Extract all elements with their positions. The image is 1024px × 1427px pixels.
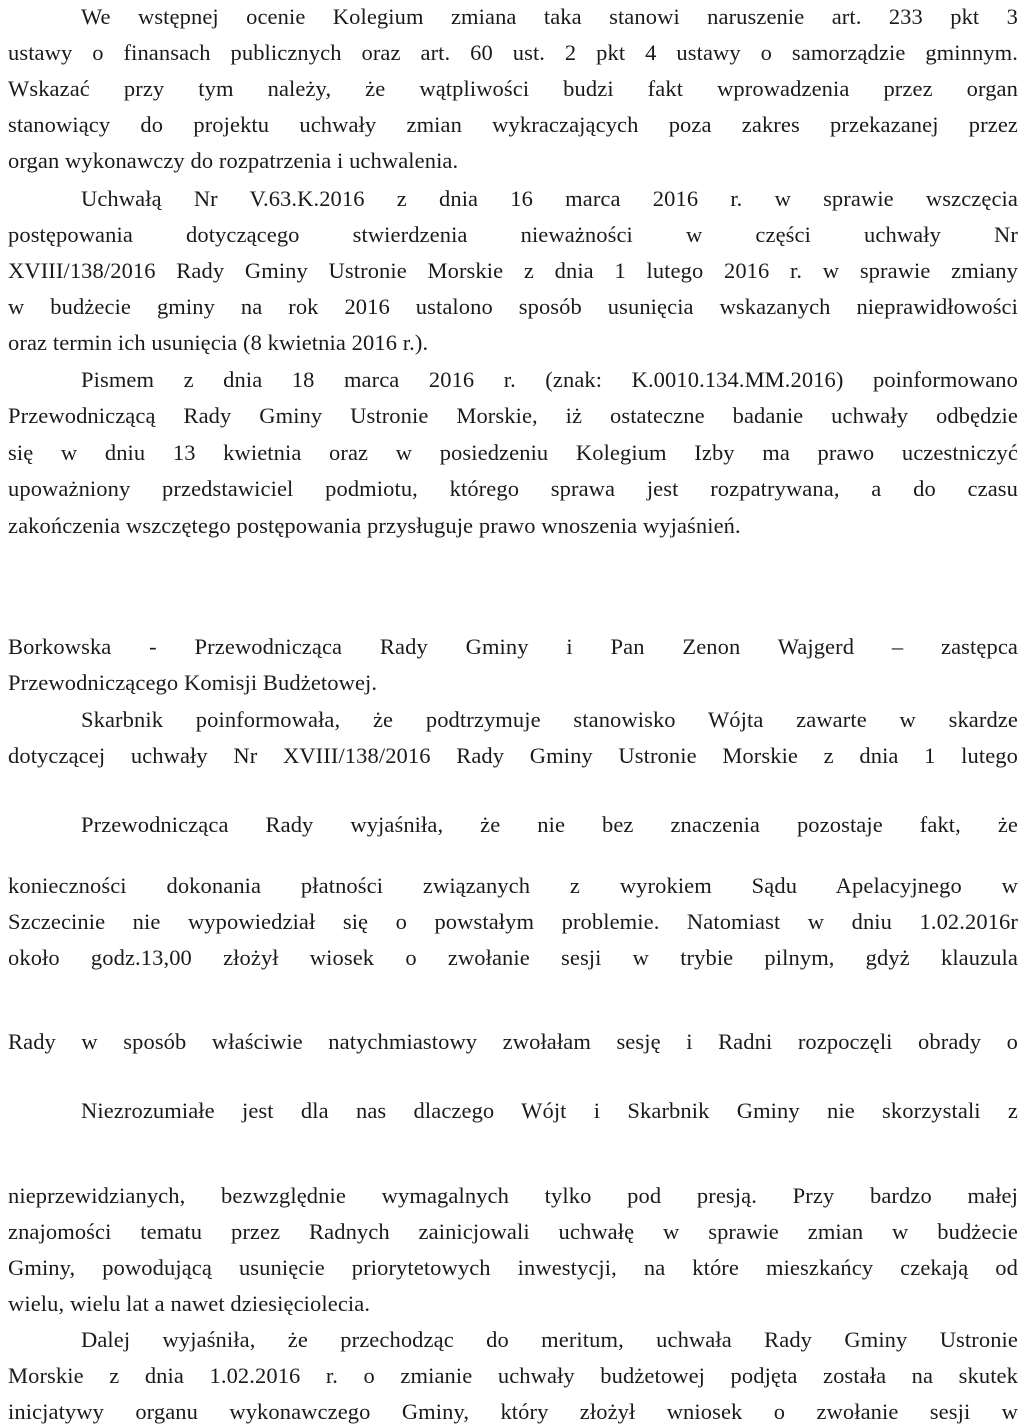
text-line: Uchwałą Nr V.63.K.2016 z dnia 16 marca 2016 r. w sprawie wszczęcia [81,186,1018,211]
text-line: Morskie z dnia 1.02.2016 r. o zmianie uchwały budżetowej podjęta została na skutek [8,1363,1018,1388]
text-line: Wskazać przy tym należy, że wątpliwości budzi fakt wprowadzenia przez organ [8,76,1018,101]
text-line: inicjatywy organu wykonawczego Gminy, który złożył wniosek o zwołanie sesji w [8,1399,1018,1424]
text-line: Przewodniczącą Rady Gminy Ustronie Morskie, iż ostateczne badanie uchwały odbędzie [8,403,1018,428]
text-line: oraz termin ich usunięcia (8 kwietnia 2016 r.). [8,330,429,355]
text-line: znajomości tematu przez Radnych zainicjowali uchwałę w sprawie zmian w budżecie [8,1219,1018,1244]
text-line: nieprzewidzianych, bezwzględnie wymagalnych tylko pod presją. Przy bardzo małej [8,1183,1018,1208]
text-line: postępowania dotyczącego stwierdzenia nieważności w części uchwały Nr [8,222,1018,247]
text-line: Niezrozumiałe jest dla nas dlaczego Wójt i Skarbnik Gminy nie skorzystali z [81,1098,1018,1123]
text-line: Dalej wyjaśniła, że przechodząc do meritum, uchwała Rady Gminy Ustronie [81,1327,1018,1352]
text-line: Skarbnik poinformowała, że podtrzymuje stanowisko Wójta zawarte w skardze [81,707,1018,732]
text-line: Przewodnicząca Rady wyjaśniła, że nie bez znaczenia pozostaje fakt, że [81,812,1018,837]
text-line: wielu, wielu lat a nawet dziesięciolecia. [8,1291,371,1316]
text-line: zakończenia wszczętego postępowania przysługuje prawo wnoszenia wyjaśnień. [8,513,741,538]
text-line: We wstępnej ocenie Kolegium zmiana taka stanowi naruszenie art. 233 pkt 3 [81,4,1018,29]
text-line: stanowiący do projektu uchwały zmian wykraczających poza zakres przekazanej przez [8,112,1018,137]
text-line: XVIII/138/2016 Rady Gminy Ustronie Morskie z dnia 1 lutego 2016 r. w sprawie zmiany [8,258,1018,283]
text-line: Przewodniczącego Komisji Budżetowej. [8,670,378,695]
text-line: Rady w sposób właściwie natychmiastowy zwołałam sesję i Radni rozpoczęli obrady o [8,1029,1018,1054]
text-line: Borkowska - Przewodnicząca Rady Gminy i Pan Zenon Wajgerd – zastępca [8,634,1018,659]
text-line: Pismem z dnia 18 marca 2016 r. (znak: K.0010.134.MM.2016) poinformowano [81,367,1018,392]
text-line: dotyczącej uchwały Nr XVIII/138/2016 Rady Gminy Ustronie Morskie z dnia 1 lutego [8,743,1018,768]
text-line: się w dniu 13 kwietnia oraz w posiedzeniu Kolegium Izby ma prawo uczestniczyć [8,440,1018,465]
text-line: Gminy, powodującą usunięcie priorytetowych inwestycji, na które mieszkańcy czekają od [8,1255,1018,1280]
text-line: około godz.13,00 złożył wiosek o zwołanie sesji w trybie pilnym, gdyż klauzula [8,945,1018,970]
text-line: ustawy o finansach publicznych oraz art. 60 ust. 2 pkt 4 ustawy o samorządzie gminnym. [8,40,1018,65]
text-line: w budżecie gminy na rok 2016 ustalono sposób usunięcia wskazanych nieprawidłowości [8,294,1018,319]
text-line: Szczecinie nie wypowiedział się o powstałym problemie. Natomiast w dniu 1.02.2016r [8,909,1018,934]
text-line: organ wykonawczy do rozpatrzenia i uchwalenia. [8,148,459,173]
text-line: konieczności dokonania płatności związanych z wyrokiem Sądu Apelacyjnego w [8,873,1018,898]
text-line: upoważniony przedstawiciel podmiotu, którego sprawa jest rozpatrywana, a do czasu [8,476,1018,501]
